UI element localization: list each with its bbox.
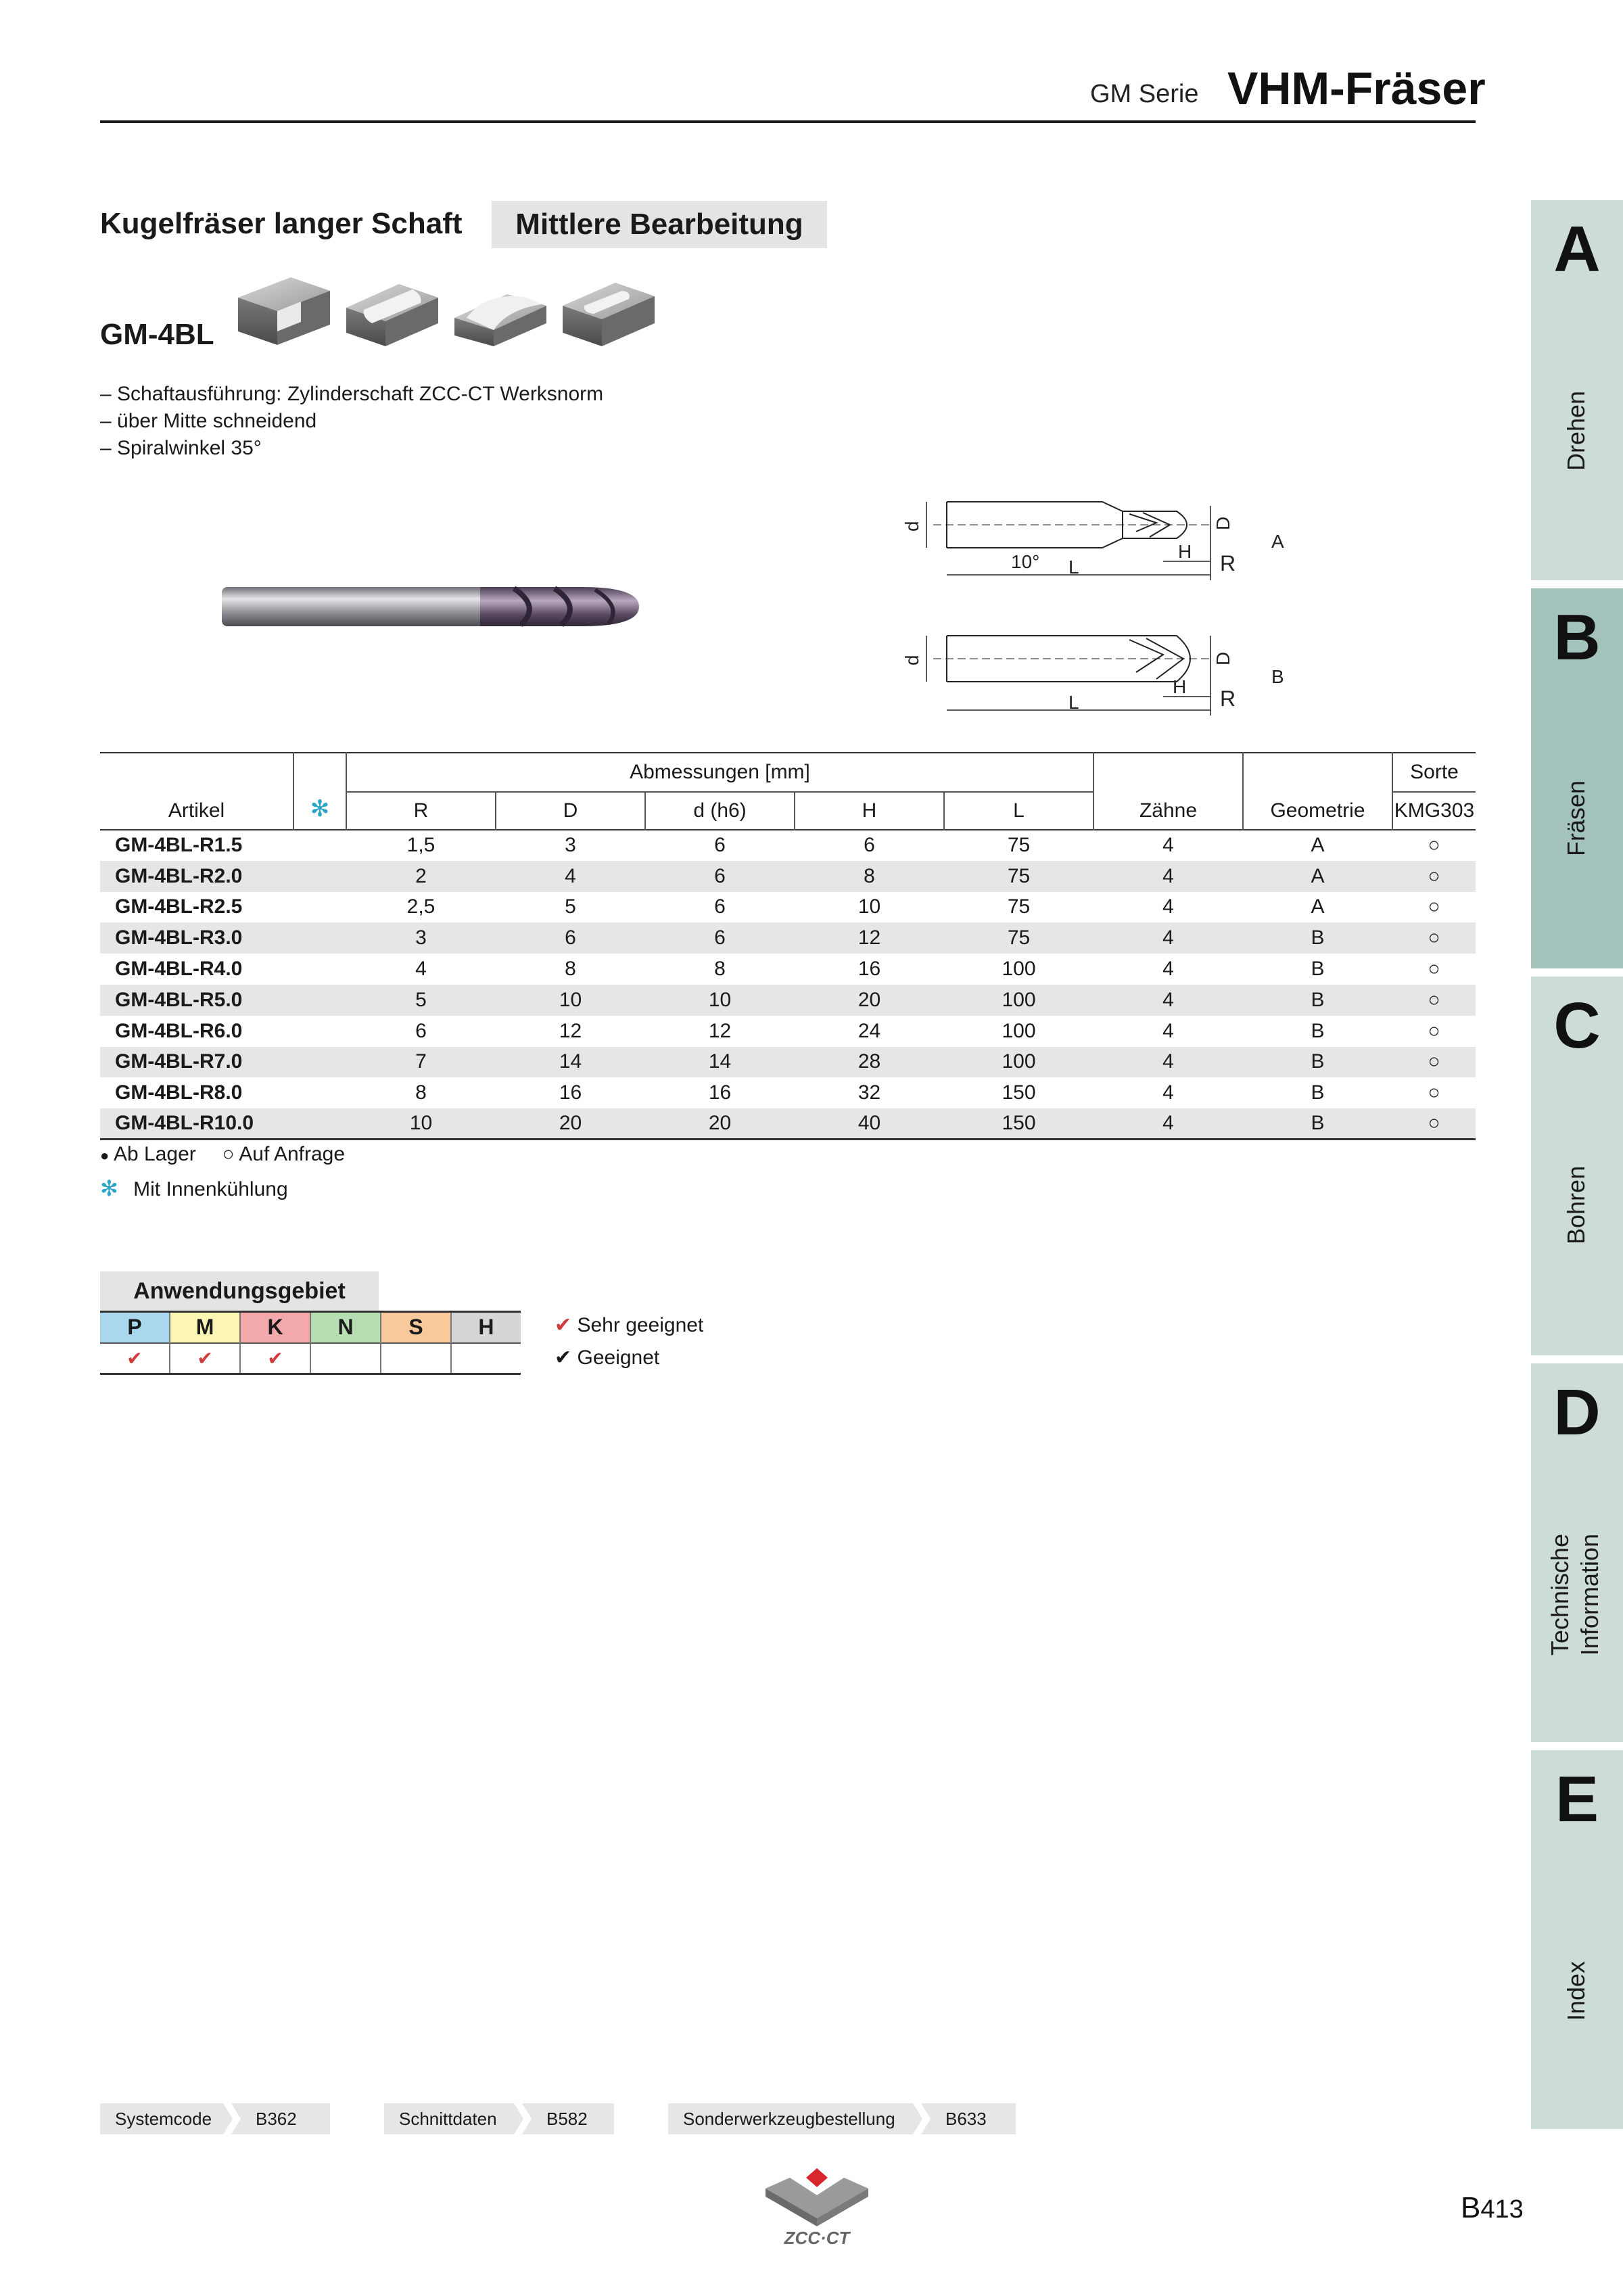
material-m: M (170, 1312, 240, 1343)
cell-geo: B (1311, 1112, 1325, 1135)
material-check-icon: ✔ (126, 1347, 143, 1369)
dim-L-b: L (1068, 692, 1079, 713)
feature-list (100, 381, 603, 462)
tab-letter: C (1553, 989, 1601, 1062)
table-row (100, 861, 1476, 892)
cell-coolant (293, 892, 346, 923)
feature-item: – Schaftausführung: Zylinderschaft ZCC-CT Werksnorm (100, 383, 604, 405)
table-row (100, 954, 1476, 985)
col-d-big: D (496, 792, 645, 830)
dim-angle: 10° (1011, 551, 1040, 572)
cell-avail: ○ (1428, 958, 1440, 981)
shoulder-milling-icon (238, 277, 330, 345)
cell-r: 7 (415, 1050, 427, 1073)
cell-r: 1,5 (406, 834, 436, 857)
cell-r: 6 (415, 1019, 427, 1042)
cell-avail: ○ (1428, 927, 1440, 950)
cell-artikel: GM-4BL-R7.0 (115, 1050, 243, 1073)
cell-z: 4 (1162, 1081, 1174, 1104)
cell-d-h6: 16 (708, 1081, 732, 1104)
tab-letter: A (1553, 213, 1601, 285)
cell-coolant (293, 922, 346, 954)
tab-letter: B (1553, 601, 1601, 674)
cell-d-big: 20 (559, 1112, 582, 1135)
tab-index[interactable] (1531, 1750, 1623, 2129)
cell-artikel: GM-4BL-R5.0 (115, 988, 243, 1011)
table-row (100, 922, 1476, 954)
cell-avail: ○ (1428, 1019, 1440, 1042)
cell-r: 2,5 (406, 895, 436, 918)
stock-symbol: ● (100, 1147, 110, 1164)
cell-h: 28 (857, 1050, 881, 1073)
cell-avail: ○ (1428, 1081, 1440, 1104)
cell-d-h6: 10 (708, 988, 732, 1011)
material-check-icon: ✔ (170, 1343, 240, 1374)
cell-d-big: 10 (559, 988, 582, 1011)
cell-r: 10 (409, 1112, 433, 1135)
cell-l: 150 (1002, 1112, 1036, 1135)
cell-geo: B (1311, 1019, 1325, 1042)
cell-geo: A (1311, 864, 1325, 887)
very-suitable-check-icon: ✔ (555, 1314, 572, 1336)
link-page: B582 (546, 2108, 588, 2129)
cell-l: 75 (1007, 927, 1031, 950)
cell-d-h6: 20 (708, 1112, 732, 1135)
header-series: GM Serie (1090, 80, 1199, 108)
link-schnittdaten[interactable] (384, 2103, 614, 2134)
request-symbol: ○ (222, 1143, 235, 1165)
cell-geo: B (1311, 1081, 1325, 1104)
cell-l: 150 (1002, 1081, 1036, 1104)
dim-d-b: d (901, 655, 922, 665)
cell-z: 4 (1162, 988, 1174, 1011)
material-check-icon: ✔ (240, 1343, 310, 1374)
cell-d-big: 6 (565, 927, 576, 950)
cell-geo: B (1311, 958, 1325, 981)
tab-letter: E (1555, 1763, 1599, 1835)
table-row (100, 1108, 1476, 1140)
slot-milling-icon (346, 284, 438, 346)
cell-coolant (293, 830, 346, 861)
cell-z: 4 (1162, 958, 1174, 981)
cell-d-h6: 12 (708, 1019, 732, 1042)
cell-d-big: 5 (565, 895, 576, 918)
cell-d-h6: 6 (714, 927, 726, 950)
cell-r: 2 (415, 864, 427, 887)
tab-label-line2: Information (1576, 1533, 1603, 1656)
drawing-label-b: B (1271, 666, 1284, 687)
cell-d-big: 3 (565, 834, 576, 857)
cell-z: 4 (1162, 895, 1174, 918)
page-prefix: B (1461, 2191, 1481, 2224)
cell-d-h6: 14 (708, 1050, 732, 1073)
suitable-legend (555, 1346, 659, 1369)
header-title: VHM-Fräser (1227, 63, 1486, 114)
material-check-icon (451, 1343, 521, 1374)
cell-z: 4 (1162, 1112, 1174, 1135)
link-label: Sonderwerkzeugbestellung (683, 2108, 895, 2129)
chevron-right-icon (223, 2103, 241, 2134)
cell-d-big: 4 (565, 864, 576, 887)
cell-h: 10 (857, 895, 881, 918)
link-page: B362 (256, 2108, 297, 2129)
cell-coolant (293, 861, 346, 892)
col-d-h6: d (h6) (645, 792, 795, 830)
dim-d-a: d (901, 521, 922, 532)
cell-artikel: GM-4BL-R6.0 (115, 1019, 243, 1042)
cell-l: 75 (1007, 834, 1031, 857)
feature-item: – Spiralwinkel 35° (100, 437, 262, 459)
request-label: Auf Anfrage (239, 1143, 346, 1165)
pocket-milling-icon (563, 283, 655, 346)
tab-technische-information[interactable] (1531, 1363, 1623, 1742)
cell-coolant (293, 1077, 346, 1108)
cell-avail: ○ (1428, 895, 1440, 918)
cell-d-big: 8 (565, 958, 576, 981)
cell-coolant (293, 1108, 346, 1140)
cell-z: 4 (1162, 864, 1174, 887)
cell-h: 8 (864, 864, 875, 887)
tab-label: Drehen (1562, 390, 1590, 471)
cell-d-h6: 8 (714, 958, 726, 981)
tab-label: Index (1562, 1961, 1590, 2021)
zcc-ct-logo (763, 2164, 871, 2249)
material-check-icon (381, 1343, 451, 1374)
col-r: R (346, 792, 496, 830)
material-k: K (240, 1312, 310, 1343)
cell-l: 75 (1007, 864, 1031, 887)
cell-avail: ○ (1428, 864, 1440, 887)
material-h: H (451, 1312, 521, 1343)
dim-L-a: L (1068, 557, 1079, 578)
cell-d-h6: 6 (714, 895, 726, 918)
cell-coolant (293, 985, 346, 1016)
link-systemcode[interactable] (100, 2103, 330, 2134)
table-row (100, 1077, 1476, 1108)
very-suitable-label: Sehr geeignet (577, 1314, 704, 1336)
material-s: S (381, 1312, 451, 1343)
tab-fraesen[interactable] (1531, 588, 1623, 968)
link-label: Systemcode (115, 2108, 212, 2129)
profile-milling-icon (454, 294, 546, 346)
cell-l: 100 (1002, 1019, 1036, 1042)
tab-label: Bohren (1562, 1165, 1590, 1244)
link-page: B633 (945, 2108, 987, 2129)
cell-d-h6: 6 (714, 834, 726, 857)
dim-R-a: R (1220, 551, 1236, 576)
suitable-label: Geeignet (577, 1346, 660, 1369)
table-row (100, 1047, 1476, 1078)
cell-l: 100 (1002, 988, 1036, 1011)
cell-avail: ○ (1428, 834, 1440, 857)
chevron-right-icon (514, 2103, 532, 2134)
stock-label: Ab Lager (113, 1143, 196, 1165)
logo-text: ZCC·CT (784, 2228, 850, 2248)
cell-h: 16 (857, 958, 881, 981)
group-abmessungen: Abmessungen [mm] (346, 753, 1093, 792)
dim-D-a: D (1213, 516, 1233, 530)
cell-h: 12 (857, 927, 881, 950)
table-row (100, 892, 1476, 923)
application-header: Anwendungsgebiet (100, 1271, 379, 1311)
material-p: P (100, 1312, 170, 1343)
cell-geo: B (1311, 1050, 1325, 1073)
cell-z: 4 (1162, 834, 1174, 857)
tab-drehen[interactable] (1531, 200, 1623, 580)
coolant-icon: ✻ (293, 753, 346, 830)
page-number-value: 413 (1480, 2195, 1524, 2224)
cell-r: 5 (415, 988, 427, 1011)
cell-artikel: GM-4BL-R2.5 (115, 895, 243, 918)
cell-artikel: GM-4BL-R10.0 (115, 1112, 254, 1135)
cell-h: 32 (857, 1081, 881, 1104)
product-code: GM-4BL (100, 318, 214, 351)
cell-z: 4 (1162, 927, 1174, 950)
header-rule (100, 120, 1476, 123)
cell-coolant (293, 1047, 346, 1078)
cell-d-big: 12 (559, 1019, 582, 1042)
cell-r: 4 (415, 958, 427, 981)
col-zaehne: Zähne (1093, 753, 1243, 830)
technical-drawings (901, 486, 1285, 722)
cell-coolant (293, 1016, 346, 1047)
cell-artikel: GM-4BL-R2.0 (115, 864, 243, 887)
cell-avail: ○ (1428, 1112, 1440, 1135)
cell-z: 4 (1162, 1019, 1174, 1042)
very-suitable-legend (555, 1313, 703, 1337)
dim-R-b: R (1220, 686, 1236, 711)
table-row (100, 1016, 1476, 1047)
col-h: H (795, 792, 944, 830)
coolant-legend-label: Mit Innenkühlung (133, 1178, 288, 1200)
coolant-legend (100, 1175, 288, 1201)
suitable-check-icon: ✔ (555, 1346, 572, 1369)
cell-l: 100 (1002, 958, 1036, 981)
col-kmg303: KMG303 (1392, 792, 1476, 830)
cell-d-big: 16 (559, 1081, 582, 1104)
spec-table (100, 752, 1476, 1140)
application-table (100, 1311, 521, 1375)
cell-avail: ○ (1428, 1050, 1440, 1073)
cell-h: 24 (857, 1019, 881, 1042)
cell-d-h6: 6 (714, 864, 726, 887)
cell-r: 3 (415, 927, 427, 950)
tab-label: Fräsen (1562, 780, 1590, 856)
cell-artikel: GM-4BL-R1.5 (115, 834, 243, 857)
coolant-legend-icon: ✻ (100, 1176, 118, 1200)
tab-label: Technische (1546, 1533, 1574, 1656)
table-row (100, 985, 1476, 1016)
cell-artikel: GM-4BL-R3.0 (115, 927, 243, 950)
col-l: L (944, 792, 1093, 830)
machining-icons (237, 271, 663, 349)
cell-artikel: GM-4BL-R4.0 (115, 958, 243, 981)
table-row (100, 830, 1476, 861)
link-sonderwerkzeugbestellung[interactable] (668, 2103, 1016, 2134)
drawing-label-a: A (1271, 531, 1284, 552)
chevron-right-icon (913, 2103, 931, 2134)
tab-letter: D (1553, 1376, 1601, 1449)
cell-l: 100 (1002, 1050, 1036, 1073)
cell-h: 40 (857, 1112, 881, 1135)
feature-item: – über Mitte schneidend (100, 410, 317, 432)
cell-geo: A (1311, 834, 1325, 857)
cell-geo: B (1311, 927, 1325, 950)
dim-D-b: D (1213, 651, 1233, 665)
page-number (1461, 2191, 1524, 2225)
material-n: N (310, 1312, 381, 1343)
cell-d-big: 14 (559, 1050, 582, 1073)
cell-h: 20 (857, 988, 881, 1011)
end-mill-photo (216, 576, 649, 637)
dim-H-b: H (1173, 676, 1187, 697)
col-geometrie: Geometrie (1243, 753, 1392, 830)
tab-bohren[interactable] (1531, 977, 1623, 1355)
product-title: Kugelfräser langer Schaft (100, 207, 463, 240)
col-artikel: Artikel (168, 799, 225, 822)
cell-h: 6 (864, 834, 875, 857)
cell-z: 4 (1162, 1050, 1174, 1073)
cell-geo: B (1311, 988, 1325, 1011)
cell-r: 8 (415, 1081, 427, 1104)
cell-coolant (293, 954, 346, 985)
material-check-icon (310, 1343, 381, 1374)
cell-geo: A (1311, 895, 1325, 918)
machining-badge: Mittlere Bearbeitung (492, 201, 827, 248)
link-label: Schnittdaten (399, 2108, 497, 2129)
cell-l: 75 (1007, 895, 1031, 918)
availability-legend (100, 1143, 345, 1166)
cell-artikel: GM-4BL-R8.0 (115, 1081, 243, 1104)
col-sorte: Sorte (1392, 753, 1476, 792)
dim-H-a: H (1178, 541, 1192, 562)
cell-avail: ○ (1428, 988, 1440, 1011)
